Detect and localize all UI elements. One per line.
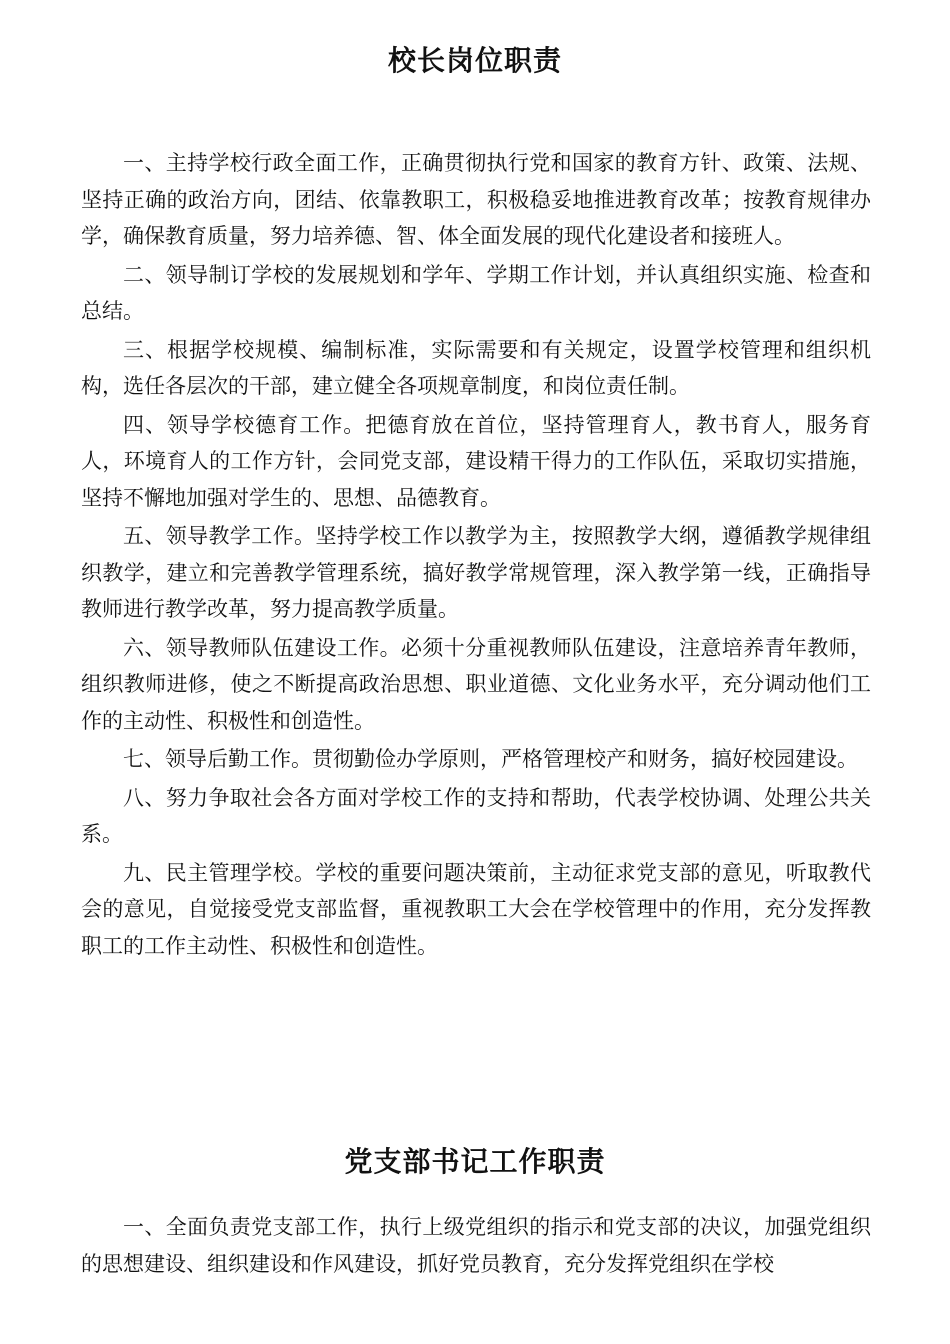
- paragraph: 二、领导制订学校的发展规划和学年、学期工作计划，并认真组织实施、检查和总结。: [81, 262, 871, 323]
- section-title-principal-duties: 校长岗位职责: [387, 44, 562, 77]
- paragraph: 四、领导学校德育工作。把德育放在首位，坚持管理育人，教书育人，服务育人，环境育人的工作方针，会同党支部，建设精干得力的工作队伍，采取切实措施，坚持不懈地加强对学生的、思想、品德教育。: [81, 412, 871, 510]
- section-title-party-secretary-duties: 党支部书记工作职责: [344, 1145, 606, 1178]
- paragraph: 五、领导教学工作。坚持学校工作以教学为主，按照教学大纲，遵循教学规律组织教学，建立和完善教学管理系统，搞好教学常规管理，深入教学第一线，正确指导教师进行教学改革，努力提高教学质量。: [81, 524, 871, 621]
- paragraph: 八、努力争取社会各方面对学校工作的支持和帮助，代表学校协调、处理公共关系。: [81, 785, 871, 846]
- paragraph: 七、领导后勤工作。贯彻勤俭办学原则，严格管理校产和财务，搞好校园建设。: [123, 747, 858, 771]
- paragraph: 三、根据学校规模、编制标准，实际需要和有关规定，设置学校管理和组织机构，选任各层次的干部，建立健全各项规章制度，和岗位责任制。: [81, 337, 871, 398]
- section-principal-duties: [81, 145, 871, 966]
- paragraph: 一、主持学校行政全面工作，正确贯彻执行党和国家的教育方针、政策、法规、坚持正确的政治方向，团结、依靠教职工，积极稳妥地推进教育改革；按教育规律办学，确保教育质量，努力培养德、智、体全面发展的现代化建设者和接班人。: [81, 151, 871, 248]
- paragraph: 一、全面负责党支部工作，执行上级党组织的指示和党支部的决议，加强党组织的思想建设、组织建设和作风建设，抓好党员教育，充分发挥党组织在学校: [81, 1215, 871, 1276]
- paragraph: 九、民主管理学校。学校的重要问题决策前，主动征求党支部的意见，听取教代会的意见，自觉接受党支部监督，重视教职工大会在学校管理中的作用，充分发挥教职工的工作主动性、积极性和创造性。: [81, 860, 871, 958]
- paragraph: 六、领导教师队伍建设工作。必须十分重视教师队伍建设，注意培养青年教师，组织教师进修，使之不断提高政治思想、职业道德、文化业务水平，充分调动他们工作的主动性、积极性和创造性。: [81, 635, 871, 733]
- section-party-secretary-duties: [81, 1209, 871, 1284]
